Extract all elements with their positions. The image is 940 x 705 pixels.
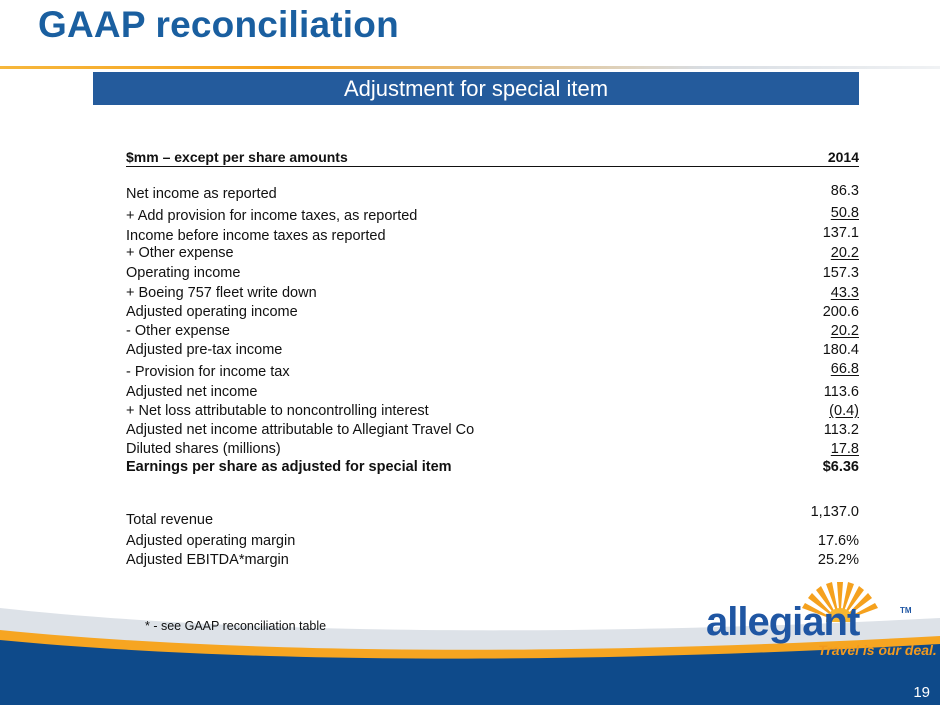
slide-title: GAAP reconciliation <box>38 4 399 45</box>
row-label: Adjusted operating income <box>126 304 298 320</box>
row-value: 20.2 <box>830 245 859 261</box>
row-value: 17.6% <box>817 533 859 549</box>
table-row <box>126 225 859 246</box>
page-number: 19 <box>913 684 930 701</box>
row-value: 180.4 <box>822 342 859 358</box>
logo-tagline: Travel is our deal. <box>818 642 937 658</box>
title-rule <box>0 66 940 69</box>
row-value: 113.6 <box>823 384 859 400</box>
table-row <box>126 504 859 530</box>
table-row <box>126 552 859 570</box>
row-label: Adjusted net income attributable to Allegiant Travel Co <box>126 422 475 438</box>
row-value: 43.3 <box>830 285 859 301</box>
table-row <box>126 245 859 263</box>
row-label: Diluted shares (millions) <box>126 441 281 457</box>
row-label: Operating income <box>126 265 241 281</box>
row-label: Adjusted EBITDA*margin <box>126 552 289 568</box>
table-header <box>126 146 859 167</box>
logo-wordmark: allegiant <box>706 600 860 644</box>
row-value: 1,137.0 <box>810 504 859 520</box>
row-value: 17.8 <box>830 441 859 457</box>
row-value: 137.1 <box>822 225 859 241</box>
table-row <box>126 342 859 360</box>
table-row <box>126 384 859 402</box>
row-label: Income before income taxes as reported <box>126 228 386 244</box>
table-row <box>126 403 859 421</box>
row-value: 25.2% <box>817 552 859 568</box>
row-value: 157.3 <box>822 265 859 281</box>
table-row <box>126 183 859 204</box>
row-label: Total revenue <box>126 512 214 528</box>
row-label: - Provision for income tax <box>126 364 290 380</box>
row-label: Adjusted net income <box>126 384 258 400</box>
row-value: 113.2 <box>823 422 859 438</box>
header-label: $mm – except per share amounts <box>126 149 348 165</box>
table-row <box>126 304 859 322</box>
row-label: Earnings per share as adjusted for special item <box>126 459 452 475</box>
table-row <box>126 361 859 382</box>
row-label: Adjusted operating margin <box>126 533 296 549</box>
row-value: (0.4) <box>829 403 859 419</box>
row-value: 20.2 <box>830 323 859 339</box>
table-row <box>126 285 859 303</box>
section-banner: Adjustment for special item <box>93 72 859 105</box>
row-value: 86.3 <box>830 183 859 199</box>
table-row <box>126 533 859 551</box>
row-label: Adjusted pre-tax income <box>126 342 283 358</box>
row-label: + Add provision for income taxes, as reported <box>126 208 418 224</box>
header-year: 2014 <box>827 149 859 165</box>
row-label: - Other expense <box>126 323 230 339</box>
footnote: * - see GAAP reconciliation table <box>145 619 327 633</box>
table-row-total <box>126 459 859 477</box>
table-row <box>126 265 859 283</box>
row-label: + Net loss attributable to noncontrolling interest <box>126 403 429 419</box>
row-value: 50.8 <box>830 205 859 221</box>
row-label: + Boeing 757 fleet write down <box>126 285 317 301</box>
table-row <box>126 323 859 341</box>
table-row <box>126 205 859 226</box>
row-label: + Other expense <box>126 245 234 261</box>
logo-tm: TM <box>900 606 912 615</box>
row-value: $6.36 <box>822 459 859 475</box>
row-value: 66.8 <box>830 361 859 377</box>
row-label: Net income as reported <box>126 186 277 202</box>
table-row <box>126 422 859 440</box>
allegiant-logo <box>706 578 937 660</box>
row-value: 200.6 <box>822 304 859 320</box>
table-row <box>126 441 859 459</box>
